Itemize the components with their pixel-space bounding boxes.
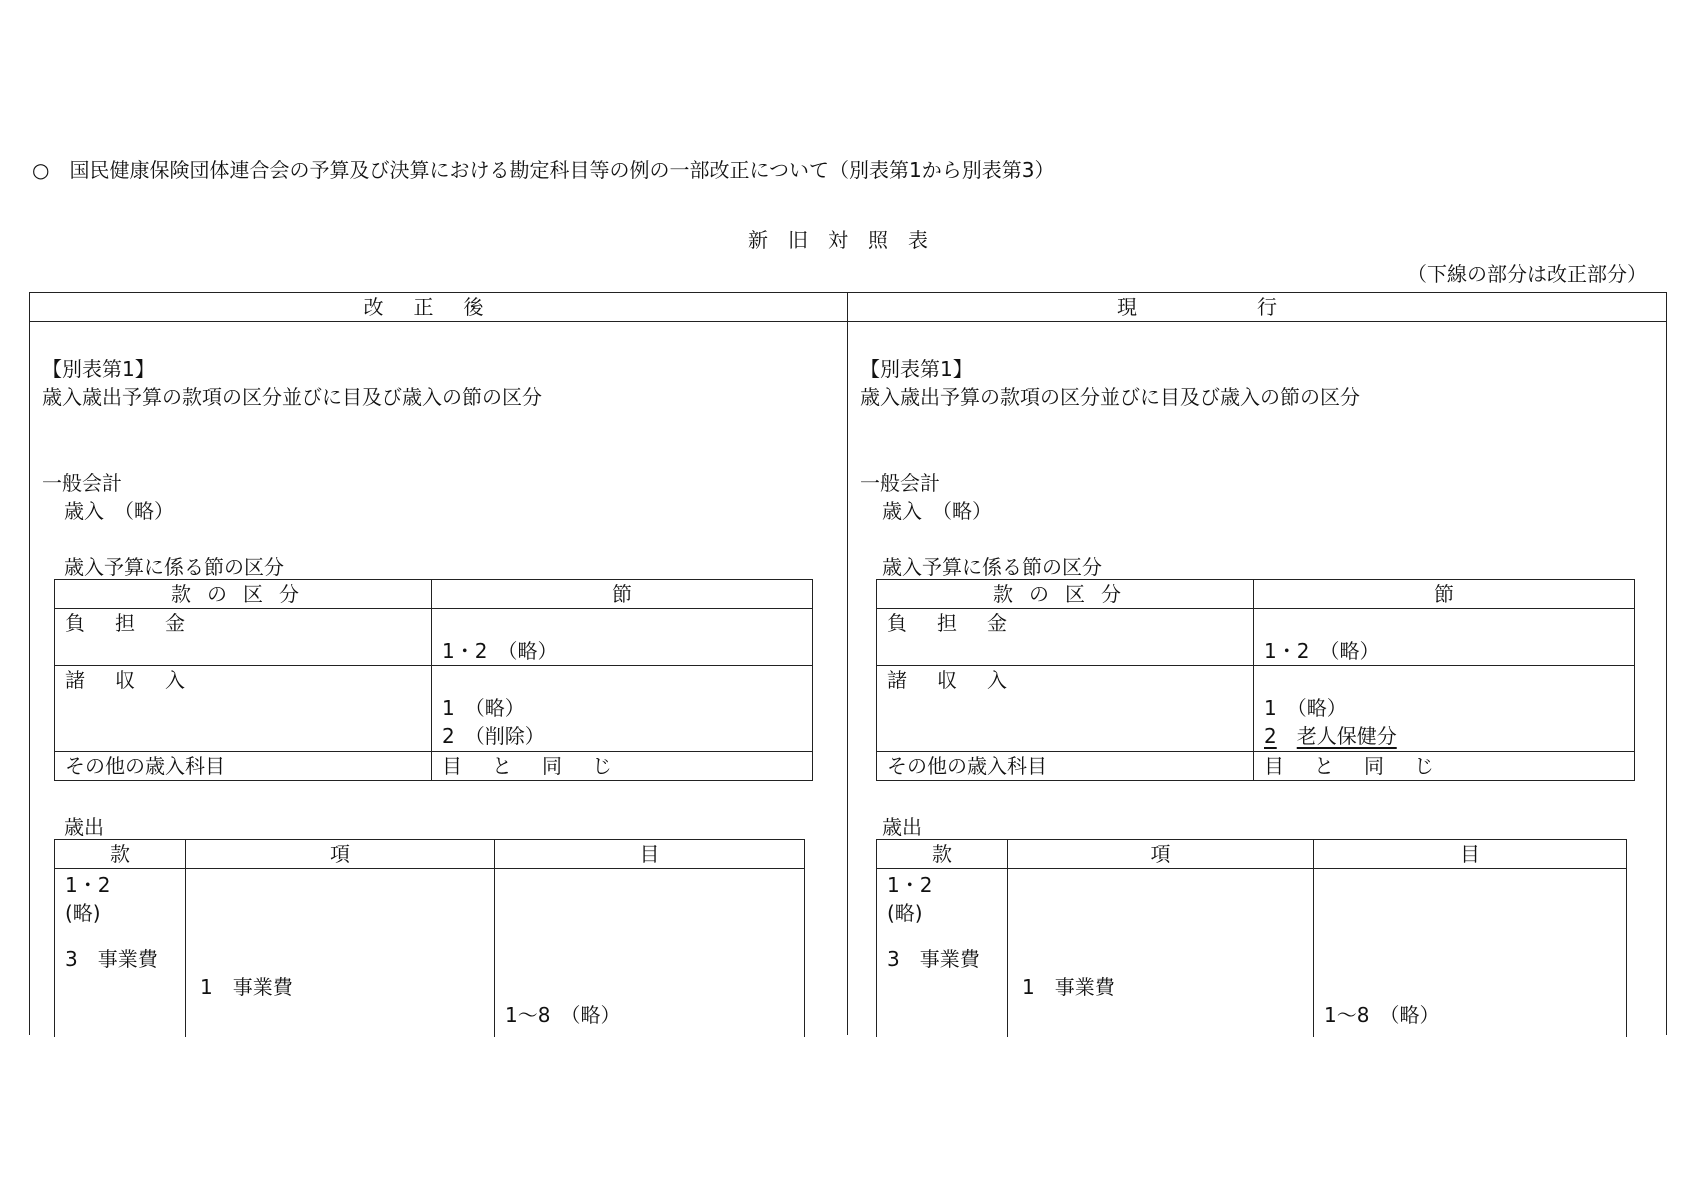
elderly-health-underlined: 老人保健分	[1296, 724, 1397, 748]
moku-1-8: 1～8 （略）	[1324, 1003, 1440, 1027]
row-kan-misc: 諸収入	[65, 668, 215, 692]
header-setsu: 節	[1254, 580, 1635, 609]
row-kan-other: その他の歳入科目	[887, 754, 1047, 778]
kan-3-business: 3 事業費	[65, 947, 158, 971]
table-row	[877, 869, 1627, 1037]
revised-column	[30, 293, 848, 1035]
row-setsu-burden: 1・2 （略）	[442, 639, 558, 663]
row-kan-burden: 負担金	[65, 611, 215, 635]
expenditure-table	[54, 839, 805, 1037]
header-moku: 目	[495, 840, 805, 869]
table-reference: 【別表第1】	[860, 357, 973, 381]
revised-column-header	[30, 293, 847, 322]
table-row	[55, 666, 813, 752]
table-reference: 【別表第1】	[42, 357, 155, 381]
revenue-section-label: 歳入予算に係る節の区分	[882, 555, 1102, 579]
current-column-header	[848, 293, 1666, 322]
kan-omitted: (略)	[65, 901, 101, 925]
header-kan: 款	[877, 840, 1008, 869]
kou-1-business: 1 事業費	[200, 975, 293, 999]
general-account-label: 一般会計	[860, 471, 940, 495]
comparison-table	[29, 292, 1667, 1035]
kan-1-2: 1・2	[887, 873, 933, 897]
revised-column-label: 改正後	[363, 295, 514, 319]
row-kan-misc: 諸収入	[887, 668, 1037, 692]
table-row	[877, 609, 1635, 666]
kan-3-business: 3 事業費	[887, 947, 980, 971]
expenditure-table	[876, 839, 1627, 1037]
moku-1-8: 1～8 （略）	[505, 1003, 621, 1027]
revenue-division-table	[876, 579, 1635, 781]
row-setsu-misc-1: 1 （略）	[442, 696, 525, 720]
document-title: ○ 国民健康保険団体連合会の予算及び決算における勘定科目等の例の一部改正について（別表第1から別表第3）	[32, 158, 1055, 182]
table-row	[55, 869, 805, 1037]
current-column-label: 現行	[1117, 295, 1397, 319]
header-setsu: 節	[432, 580, 813, 609]
row-kan-other: その他の歳入科目	[65, 754, 225, 778]
kan-omitted: (略)	[887, 901, 923, 925]
row-setsu-burden: 1・2 （略）	[1264, 639, 1380, 663]
row-setsu-other: 目と同じ	[1264, 754, 1464, 778]
revenue-division-table	[54, 579, 813, 781]
expenditure-label: 歳出	[882, 815, 922, 839]
underline-note: （下線の部分は改正部分）	[1407, 262, 1647, 286]
kou-1-business: 1 事業費	[1022, 975, 1115, 999]
table-row	[55, 609, 813, 666]
table-row	[55, 752, 813, 781]
row-kan-burden: 負担金	[887, 611, 1037, 635]
header-moku: 目	[1314, 840, 1627, 869]
row-setsu-misc-1: 1 （略）	[1264, 696, 1347, 720]
revenue-omitted: 歳入 （略）	[64, 499, 174, 523]
header-kou: 項	[1008, 840, 1314, 869]
revenue-omitted: 歳入 （略）	[882, 499, 992, 523]
comparison-table-heading: 新旧対照表	[748, 228, 948, 252]
header-kan-division: 款の区分	[877, 580, 1254, 609]
kan-1-2: 1・2	[65, 873, 111, 897]
header-kou: 項	[186, 840, 495, 869]
setsu-number-underlined: 2	[1264, 724, 1277, 748]
table-subtitle: 歳入歳出予算の款項の区分並びに目及び歳入の節の区分	[42, 385, 542, 409]
expenditure-label: 歳出	[64, 815, 104, 839]
current-column	[848, 293, 1666, 1035]
table-row	[877, 666, 1635, 752]
row-setsu-misc-2: 2 （削除）	[442, 724, 545, 748]
row-setsu-misc-2	[1264, 722, 1624, 750]
revenue-section-label: 歳入予算に係る節の区分	[64, 555, 284, 579]
general-account-label: 一般会計	[42, 471, 122, 495]
table-subtitle: 歳入歳出予算の款項の区分並びに目及び歳入の節の区分	[860, 385, 1360, 409]
header-kan-division: 款の区分	[55, 580, 432, 609]
table-row	[877, 752, 1635, 781]
row-setsu-other: 目と同じ	[442, 754, 642, 778]
header-kan: 款	[55, 840, 186, 869]
